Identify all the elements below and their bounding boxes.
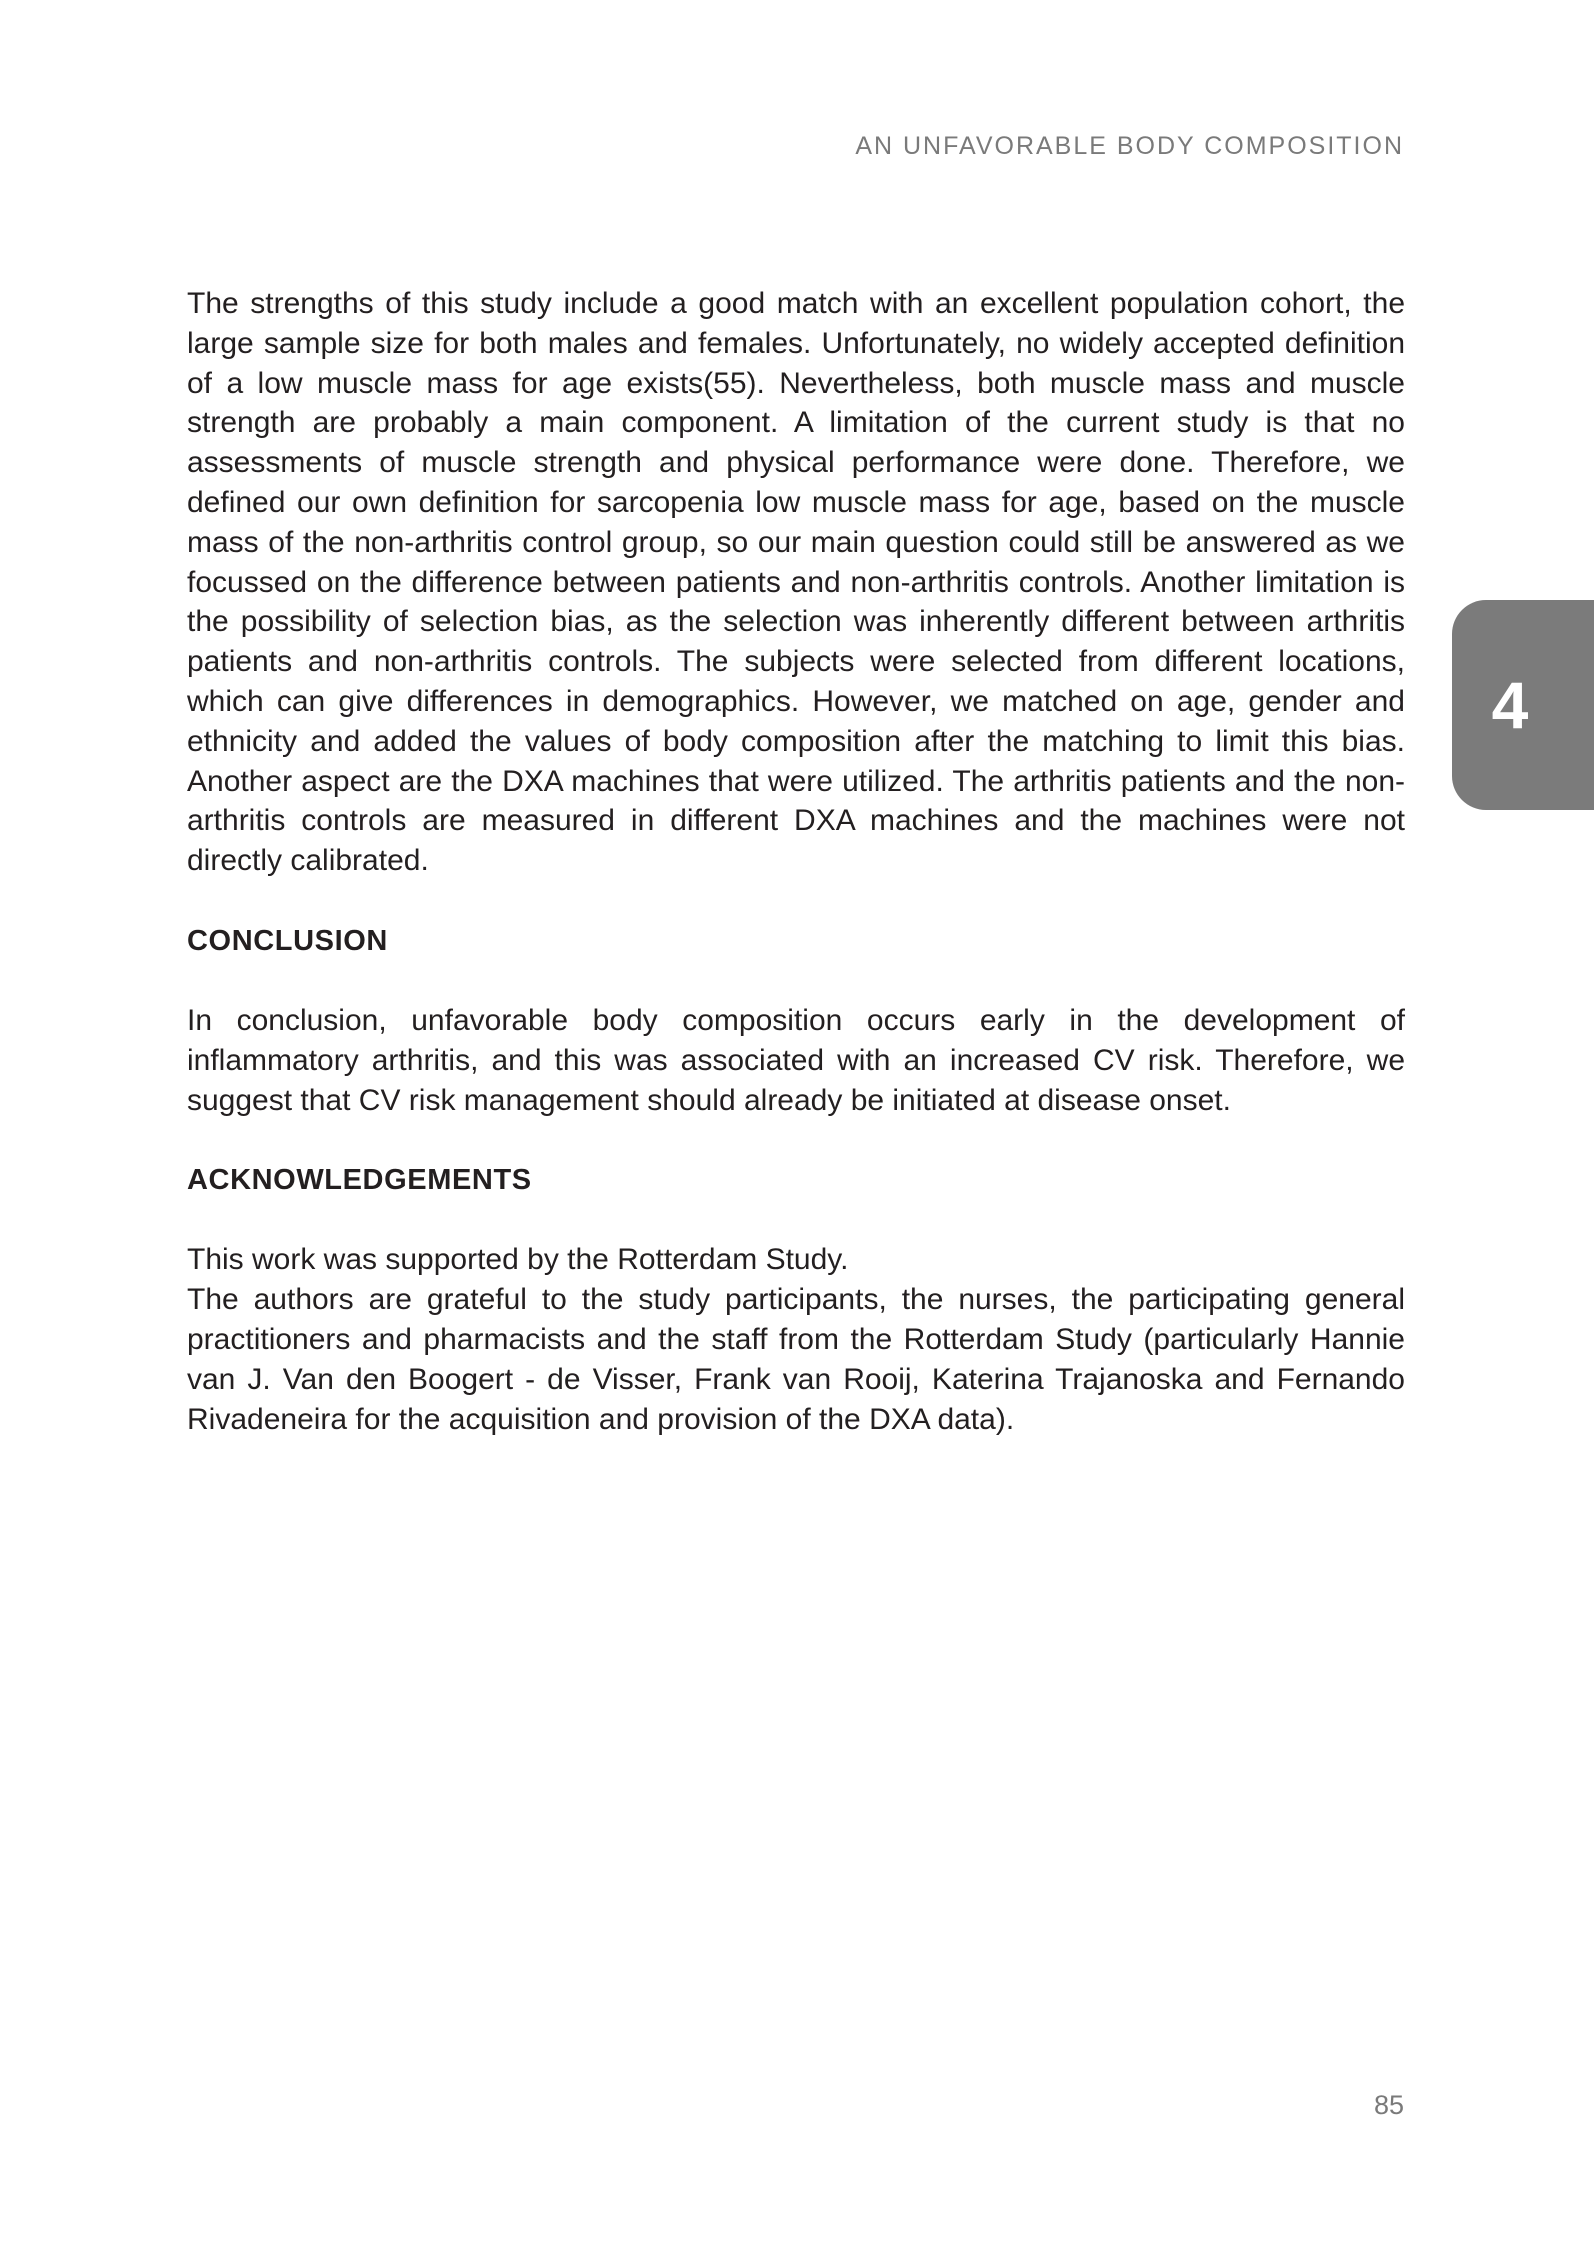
conclusion-paragraph: In conclusion, unfavorable body composition occurs early in the development of inflammatory arthritis, and this was associated with an increased CV risk. Therefore, we suggest that CV risk management should already be initiated at disease onset.: [187, 1003, 1405, 1117]
body-paragraph-limitations: The strengths of this study include a good match with an excellent population cohort, the large sample size for both males and females. Unfortunately, no widely accepted definition of a low muscle mass for age exists(55). Nevertheless, both muscle mass and muscle strength are probably a main component. A limitation of the current study is that no assessments of muscle strength and physical performance were done. Therefore, we defined our own definition for sarcopenia low muscle mass for age, based on the muscle mass of the non-arthritis control group, so our main question could still be answered as we focussed on the difference between patients and non-arthritis controls. Another limitation is the possibility of selection bias, as the selection was inherently different between arthritis patients and non-arthritis controls. The subjects were selected from different locations, which can give differences in demographics. However, we matched on age, gender and ethnicity and added the values of body composition after the matching to limit this bias. Another aspect are the DXA machines that were utilized. The arthritis patients and the non-arthritis controls are measured in different DXA machines and the machines were not directly calibrated.: [187, 287, 1405, 878]
acknowledgements-support-line: This work was supported by the Rotterdam Study.: [187, 1243, 849, 1277]
chapter-number: 4: [1491, 668, 1529, 742]
page-number: 85: [1373, 2090, 1404, 2120]
chapter-tab: [1452, 600, 1594, 810]
acknowledgements-heading: ACKNOWLEDGEMENTS: [187, 1164, 532, 1197]
page-content: [187, 284, 1405, 1439]
running-header: AN UNFAVORABLE BODY COMPOSITION: [855, 132, 1404, 160]
conclusion-heading: CONCLUSION: [187, 924, 388, 957]
acknowledgements-paragraph: The authors are grateful to the study participants, the nurses, the participating general practitioners and pharmacists and the staff from the Rotterdam Study (particularly Hannie van J. Van den Boogert - de Visser, Frank van Rooij, Katerina Trajanoska and Fernando Rivadeneira for the acquisition and provision of the DXA data).: [187, 1283, 1405, 1436]
